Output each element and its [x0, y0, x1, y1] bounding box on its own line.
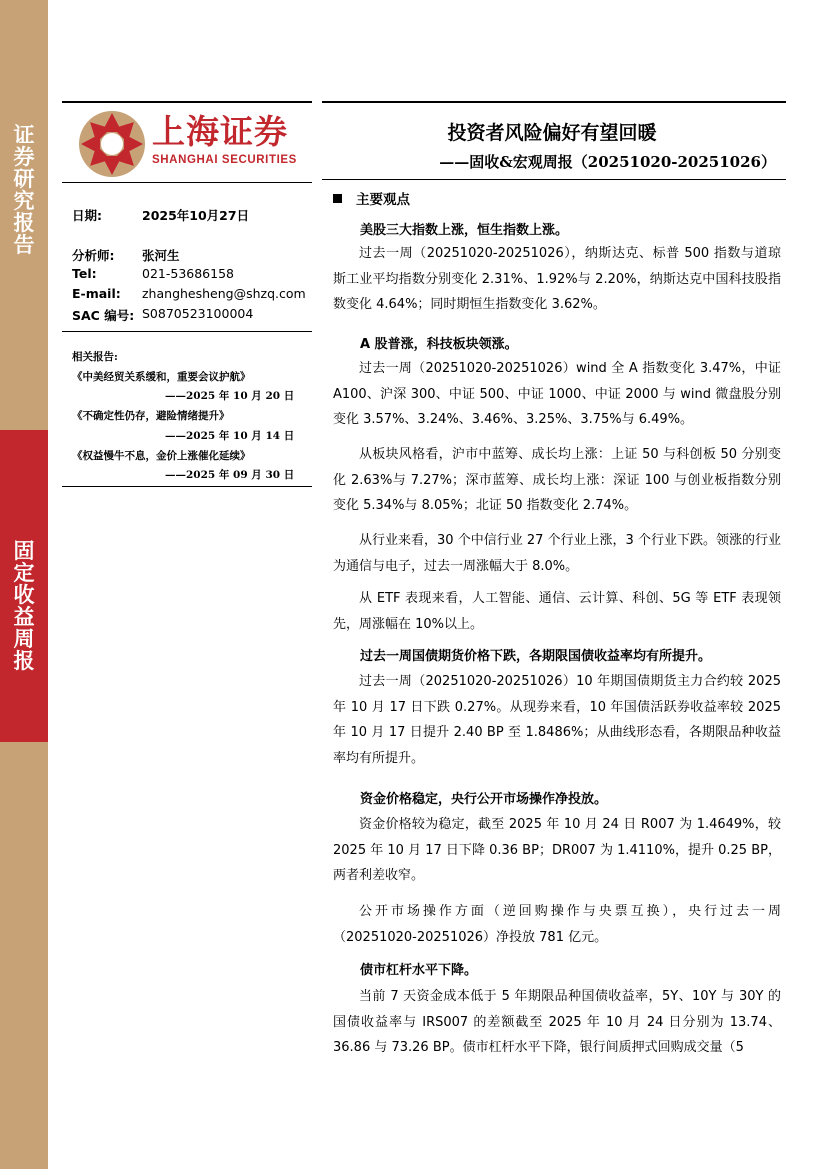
sac-label: SAC 编号: — [72, 308, 135, 323]
date-value: 2025年10月27日 — [142, 208, 250, 223]
tel-label: Tel: — [72, 266, 97, 281]
sidebar-report-type-label: 证 券 研 究 报 告 — [13, 123, 35, 257]
report-title: 投资者风险偏好有望回暖 — [447, 122, 657, 144]
paragraph-sector-style: 从板块风格看，沪市中蓝筹、成长均上涨：上证 50 与科创板 50 分别变化 2.63%与 7.27%；深市蓝筹、成长均上涨：深证 100 与创业板指数分别变化 5.34%与 8.05%；北证 50 指数变化 2.74%。 — [333, 447, 781, 513]
related-report-date: ——2025 年 10 月 20 日 — [165, 390, 295, 402]
header-bottom-rule — [322, 179, 786, 180]
related-report-date: ——2025 年 10 月 14 日 — [165, 430, 295, 442]
email-label: E-mail: — [72, 286, 121, 301]
heading-us-stocks: 美股三大指数上涨，恒生指数上涨。 — [360, 223, 569, 238]
sidebar — [0, 0, 48, 1169]
paragraph-funding-price: 资金价格较为稳定，截至 2025 年 10 月 24 日 R007 为 1.4649%，较 2025 年 10 月 17 日下降 0.36 BP；DR007 为 1.4110%，提升 0.25 BP，两者利差收窄。 — [333, 817, 781, 883]
paragraph-us-stocks: 过去一周（20251020-20251026），纳斯达克、标普 500 指数与道琼斯工业平均指数分别变化 2.31%、1.92%与 2.20%，纳斯达克中国科技股指数变化 4.64%；同时期恒生指数变化 3.62%。 — [333, 246, 781, 312]
date-label: 日期: — [72, 208, 102, 223]
analyst-label: 分析师: — [72, 248, 115, 263]
left-meta-rule-bottom — [62, 486, 312, 487]
related-report-title[interactable]: 《权益慢牛不息，金价上涨催化延续》 — [72, 450, 251, 462]
bullet-square-icon — [333, 194, 342, 203]
sac-value: S0870523100004 — [142, 306, 254, 321]
left-top-rule — [62, 101, 312, 103]
related-reports-label: 相关报告: — [72, 351, 118, 363]
paragraph-bond-futures: 过去一周（20251020-20251026）10 年期国债期货主力合约较 2025 年 10 月 17 日下跌 0.27%。从现券来看，10 年国债活跃券收益率较 2025 年 10 月 17 日提升 2.40 BP 至 1.8486%；从曲线形态看，各期限品种收益率均有所提升。 — [333, 674, 781, 766]
email-value: zhanghesheng@shzq.com — [142, 286, 306, 301]
paragraph-etf: 从 ETF 表现来看，人工智能、通信、云计算、科创、5G 等 ETF 表现领先，周涨幅在 10%以上。 — [333, 591, 781, 632]
brand-name-en: SHANGHAI SECURITIES — [152, 154, 297, 166]
section-key-points-label: 主要观点 — [356, 192, 410, 208]
analyst-value: 张河生 — [142, 248, 180, 263]
shanghai-securities-logo-icon — [78, 110, 146, 178]
left-meta-rule-top — [62, 182, 312, 183]
paragraph-a-shares: 过去一周（20251020-20251026）wind 全 A 指数变化 3.47%，中证 A100、沪深 300、中证 500、中证 1000、中证 2000 与 wind 微盘股分别变化 3.57%、3.24%、3.46%、3.25%、3.75%与 6.49%。 — [333, 361, 781, 427]
tel-value: 021-53686158 — [142, 266, 234, 281]
related-report-title[interactable]: 《中美经贸关系缓和，重要会议护航》 — [72, 371, 251, 383]
paragraph-leverage: 当前 7 天资金成本低于 5 年期限品种国债收益率，5Y、10Y 与 30Y 的国债收益率与 IRS007 的差额截至 2025 年 10 月 24 日分别为 13.74、36.86 与 73.26 BP。债市杠杆水平下降，银行间质押式回购成交量（5 — [333, 989, 781, 1055]
paragraph-open-market: 公开市场操作方面（逆回购操作与央票互换），央行过去一周（20251020-20251026）净投放 781 亿元。 — [333, 904, 781, 945]
paragraph-industry: 从行业来看，30 个中信行业 27 个行业上涨，3 个行业下跌。领涨的行业为通信与电子，过去一周涨幅大于 8.0%。 — [333, 533, 781, 574]
left-meta-rule-mid — [62, 331, 312, 332]
heading-leverage: 债市杠杆水平下降。 — [360, 963, 478, 978]
heading-a-shares: A 股普涨，科技板块领涨。 — [360, 337, 518, 352]
brand-name-cn: 上海证券 — [152, 112, 288, 151]
related-report-title[interactable]: 《不确定性仍存，避险情绪提升》 — [72, 410, 230, 422]
section-key-points — [333, 188, 410, 208]
heading-funding: 资金价格稳定，央行公开市场操作净投放。 — [360, 792, 608, 807]
heading-bond-futures: 过去一周国债期货价格下跌，各期限国债收益率均有所提升。 — [360, 649, 712, 664]
sidebar-report-category-label: 固 定 收 益 周 报 — [13, 539, 35, 673]
related-report-date: ——2025 年 09 月 30 日 — [165, 469, 295, 481]
report-subtitle: ——固收&宏观周报（20251020-20251026） — [439, 153, 776, 171]
right-top-rule — [322, 101, 786, 103]
